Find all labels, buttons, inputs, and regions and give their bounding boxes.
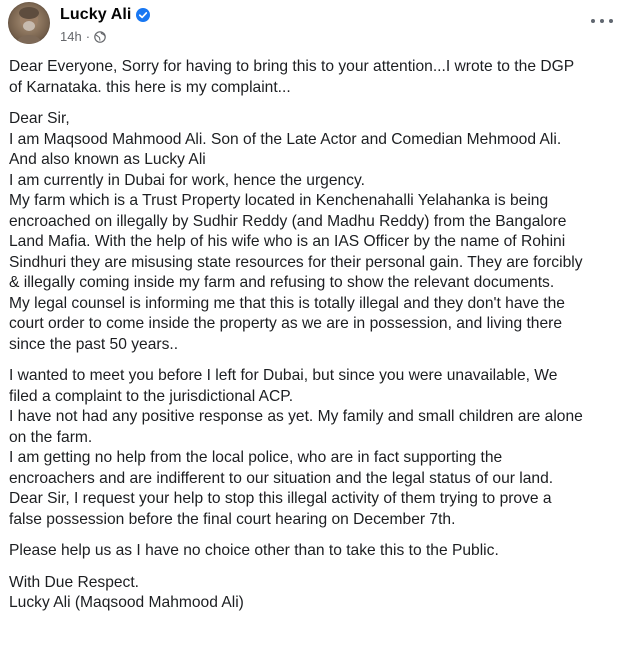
- post-text-line: And also known as Lucky Ali: [9, 151, 206, 168]
- post-text-line: encroached on illegally by Sudhir Reddy (and Madhu Reddy) from the Bangalore: [9, 212, 567, 230]
- post-meta: [60, 29, 106, 44]
- post-text-line: I wanted to meet you before I left for Dubai, but since you were unavailable, We: [9, 367, 558, 384]
- post-text-line: Dear Everyone, Sorry for having to bring this to your attention...I wrote to the DGP: [9, 58, 575, 75]
- post-text-line: of Karnataka. this here is my complaint...: [9, 78, 291, 96]
- post-timestamp[interactable]: 14h: [60, 29, 82, 44]
- post-body: [9, 57, 621, 625]
- post-text-line: My farm which is a Trust Property located in Kenchenahalli Yelahanka is being: [9, 192, 549, 209]
- post-paragraph: [9, 541, 621, 562]
- post-text-line: filed a complaint to the jurisdictional ACP.: [9, 387, 294, 405]
- post-text-line: Please help us as I have no choice other than to take this to the Public.: [9, 542, 499, 559]
- more-options-icon[interactable]: [591, 16, 613, 26]
- post-text-line: I have not had any positive response as yet. My family and small children are alone: [9, 408, 583, 425]
- author-row: [60, 6, 150, 24]
- post-text-line: on the farm.: [9, 428, 93, 446]
- post-text-line: My legal counsel is informing me that this is totally illegal and they don't have the: [9, 294, 565, 312]
- post-text-line: false possession before the final court hearing on December 7th.: [9, 510, 456, 528]
- author-name[interactable]: Lucky Ali: [60, 6, 132, 23]
- avatar-image: [8, 2, 50, 44]
- post-paragraph: [9, 573, 621, 614]
- post-text-line: I am getting no help from the local police, who are in fact supporting the: [9, 449, 503, 466]
- author-avatar[interactable]: [8, 2, 50, 44]
- post-text-line: With Due Respect.: [9, 573, 139, 591]
- verified-badge-icon: [136, 8, 150, 22]
- post-text-line: Dear Sir,: [9, 110, 70, 127]
- post-paragraph: [9, 366, 621, 530]
- post-paragraph: [9, 57, 621, 98]
- globe-icon[interactable]: [94, 31, 106, 43]
- post-text-line: Lucky Ali (Maqsood Mahmood Ali): [9, 594, 244, 611]
- post-text-line: Land Mafia. With the help of his wife who is an IAS Officer by the name of Rohini: [9, 233, 566, 250]
- post-text-line: I am Maqsood Mahmood Ali. Son of the Late Actor and Comedian Mehmood Ali.: [9, 130, 562, 148]
- post-text-line: & illegally coming inside my farm and refusing to show the relevant documents.: [9, 274, 555, 291]
- post-header: [8, 2, 619, 46]
- post-text-line: Dear Sir, I request your help to stop this illegal activity of them trying to prove a: [9, 490, 552, 507]
- post-text-line: since the past 50 years..: [9, 335, 179, 353]
- meta-separator: ·: [85, 29, 91, 44]
- post-text-line: court order to come inside the property as we are in possession, and living there: [9, 315, 563, 332]
- post-text-line: Sindhuri they are misusing state resources for their personal gain. They are forcibly: [9, 253, 583, 271]
- post-text-line: encroachers and are indifferent to our situation and the legal status of our land.: [9, 469, 554, 487]
- post-text-line: I am currently in Dubai for work, hence the urgency.: [9, 171, 365, 189]
- post-paragraph: [9, 109, 621, 355]
